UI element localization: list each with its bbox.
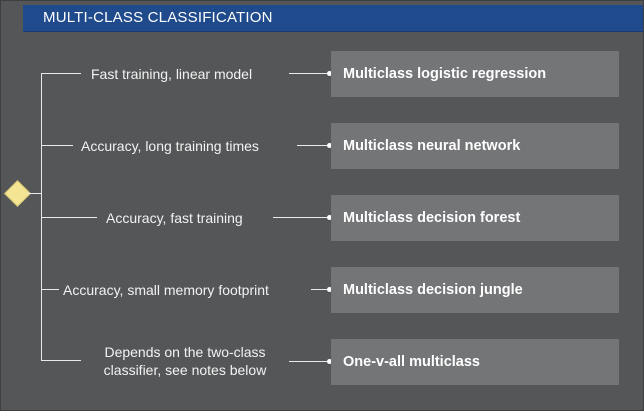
branch-line-left [41, 217, 97, 218]
branch-line-left [41, 289, 59, 290]
algorithm-box [331, 267, 619, 313]
branch-condition: Accuracy, long training times [81, 138, 259, 154]
algorithm-box [331, 51, 619, 97]
branch-condition: Accuracy, small memory footprint [63, 282, 269, 298]
branch-row [1, 123, 644, 169]
branch-line-right [289, 73, 329, 74]
branch-line-right [273, 217, 329, 218]
branch-row [1, 195, 644, 241]
algorithm-box [331, 195, 619, 241]
algorithm-label: Multiclass decision forest [343, 210, 521, 226]
branch-row [1, 339, 644, 385]
diagram-title: MULTI-CLASS CLASSIFICATION [43, 9, 273, 26]
branch-condition: Depends on the two-class classifier, see notes below [103, 344, 267, 378]
branch-line-left [41, 360, 81, 361]
algorithm-box [331, 339, 619, 385]
branch-row [1, 267, 644, 313]
branch-condition: Accuracy, fast training [106, 210, 243, 226]
diagram-header [23, 5, 643, 32]
diamond-connector-line [27, 193, 42, 194]
algorithm-label: Multiclass neural network [343, 138, 521, 154]
branch-line-right [289, 361, 329, 362]
algorithm-label: One-v-all multiclass [343, 354, 480, 370]
branch-line-left [41, 73, 81, 74]
branch-line-right [297, 145, 329, 146]
algorithm-label: Multiclass logistic regression [343, 66, 547, 82]
branch-line-left [41, 145, 73, 146]
branch-row [1, 51, 644, 97]
algorithm-box [331, 123, 619, 169]
branch-condition: Fast training, linear model [91, 66, 253, 82]
algorithm-label: Multiclass decision jungle [343, 282, 523, 298]
